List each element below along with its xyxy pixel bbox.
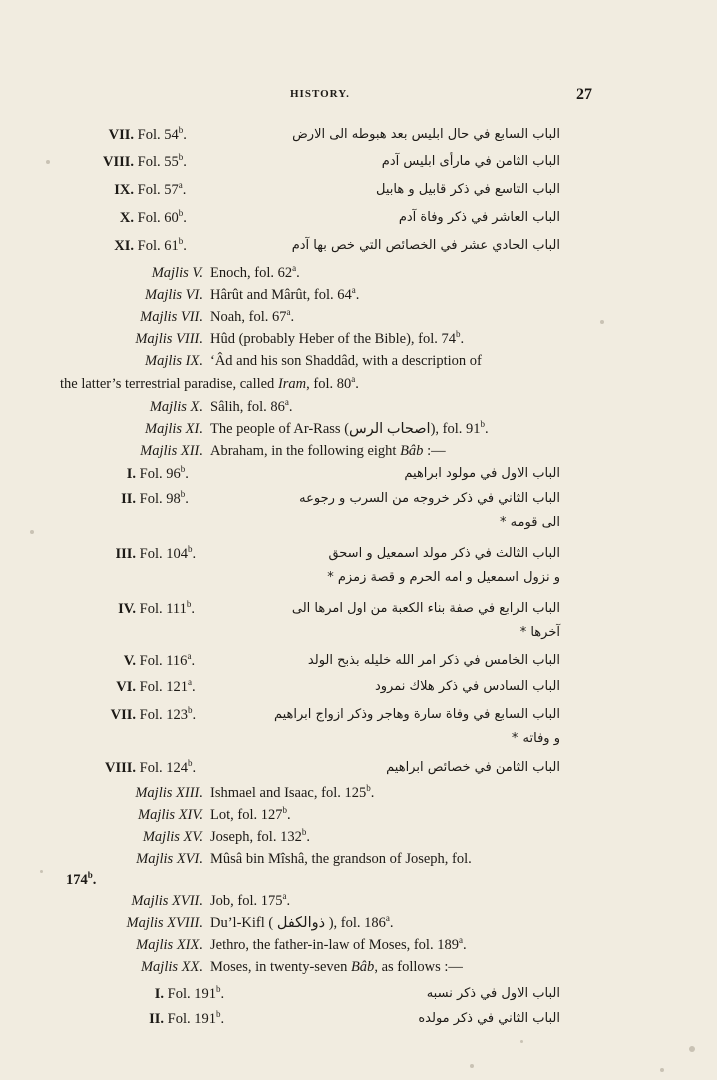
bab-number: IX. <box>114 182 134 198</box>
superscript: b <box>178 152 184 163</box>
majlis-tail: . <box>370 785 375 801</box>
bab-number: I. <box>126 466 136 482</box>
majlis-description <box>210 784 374 802</box>
majlis-description <box>210 264 300 282</box>
superscript: a <box>187 651 192 662</box>
paper-speck <box>600 320 604 324</box>
bab-number: VII. <box>110 707 136 723</box>
majlis-description <box>210 420 489 438</box>
majlis-text: ‘Âd and his son Shaddâd, with a description of <box>210 353 482 369</box>
bab-number: IV. <box>118 601 136 617</box>
page-number: 27 <box>576 86 592 103</box>
majlis-label: Majlis XX. <box>140 959 203 975</box>
folio-ref: Fol. 61 <box>134 238 179 254</box>
superscript: b <box>180 489 186 500</box>
arabic-chapter-title: الباب الاول في ذكر نسبه <box>426 986 560 1001</box>
folio-suffix: . <box>183 127 187 143</box>
arabic-chapter-title: الباب الحادي عشر في الخصائص التي خص بها آدم <box>291 238 560 253</box>
folio-suffix: . <box>191 601 196 617</box>
majlis-label: Majlis XVII. <box>131 893 203 909</box>
majlis-tail: . <box>462 937 467 953</box>
majlis-text: Ishmael and Isaac, fol. 125 <box>210 785 367 801</box>
majlis-tail: . <box>286 893 291 909</box>
majlis-label: Majlis IX. <box>145 353 203 369</box>
folio-ref: Fol. 123 <box>136 707 188 723</box>
folio-ref: Fol. 191 <box>164 1011 216 1027</box>
bab-entry <box>102 759 196 777</box>
majlis-description <box>210 828 310 846</box>
folio-ref: Fol. 104 <box>136 546 188 562</box>
superscript: a <box>187 677 192 688</box>
superscript: b <box>282 805 287 816</box>
bab-number: V. <box>123 653 136 669</box>
majlis-description <box>210 398 293 416</box>
superscript: b <box>87 870 93 881</box>
folio-suffix: . <box>185 491 189 507</box>
superscript: b <box>178 236 184 247</box>
superscript: a <box>351 285 356 296</box>
bab-number: II. <box>121 491 136 507</box>
folio-suffix: . <box>220 1011 225 1027</box>
arabic-chapter-title: الباب الثاني في ذكر مولده <box>418 1011 560 1026</box>
bab-entry <box>102 600 195 618</box>
folio-ref: Fol. 121 <box>136 679 188 695</box>
folio-ref: Fol. 98 <box>136 491 181 507</box>
bab-number: XI. <box>114 238 134 254</box>
majlis-label: Majlis VII. <box>140 309 203 325</box>
superscript: a <box>458 935 463 946</box>
paper-speck <box>46 160 50 164</box>
paper-speck <box>470 1064 474 1068</box>
paper-speck <box>40 870 43 873</box>
bab-entry <box>130 1010 224 1028</box>
folio-suffix: . <box>192 707 197 723</box>
majlis-italic: Bâb <box>350 959 375 975</box>
continuation-fol: , fol. 80 <box>306 376 352 392</box>
arabic-chapter-title-cont: و وفاته * <box>511 731 560 746</box>
folio-suffix: . <box>192 760 197 776</box>
bab-number: II. <box>149 1011 164 1027</box>
superscript: b <box>186 599 192 610</box>
majlis-label: Majlis XV. <box>142 829 203 845</box>
majlis-text: Hûd (probably Heber of the Bible), fol. 74 <box>210 331 457 347</box>
bab-entry <box>100 209 187 227</box>
folio-ref: Fol. 60 <box>134 210 179 226</box>
folio-ref: Fol. 57 <box>134 182 179 198</box>
folio-ref: Fol. 124 <box>136 760 188 776</box>
arabic-chapter-title: الباب الثامن في مارأى ابليس آدم <box>381 154 560 169</box>
folio-suffix: . <box>191 679 196 695</box>
majlis-tail: . <box>355 287 360 303</box>
majlis-text: Lot, fol. 127 <box>210 807 283 823</box>
bab-entry <box>102 706 196 724</box>
majlis-tail: . <box>296 265 300 281</box>
continuation-tail: . <box>355 376 359 392</box>
majlis-ix-continuation <box>60 375 359 393</box>
majlis-label: Majlis XII. <box>140 443 203 459</box>
bab-entry <box>102 678 196 696</box>
majlis-description <box>210 286 359 304</box>
paper-speck <box>30 530 34 534</box>
paper-speck <box>689 1046 695 1052</box>
arabic-chapter-title: الباب الثالث في ذكر مولد اسمعيل و اسحق <box>328 546 560 561</box>
bab-entry <box>100 181 186 199</box>
majlis-text: Joseph, fol. 132 <box>210 829 302 845</box>
bab-entry <box>100 153 187 171</box>
majlis-description <box>210 806 291 824</box>
majlis-description <box>210 914 394 932</box>
bab-number: I. <box>154 986 164 1002</box>
majlis-text: Job, fol. 175 <box>210 893 283 909</box>
folio-suffix: . <box>192 546 197 562</box>
bab-entry <box>102 490 189 508</box>
paper-speck <box>660 1068 664 1072</box>
majlis-description <box>210 330 464 348</box>
arabic-chapter-title: الباب السابع في حال ابليس بعد هبوطه الى الارض <box>292 127 560 142</box>
arabic-chapter-title: الباب الخامس في ذكر امر الله خليله بذبح الولد <box>307 653 560 668</box>
superscript: b <box>187 758 193 769</box>
majlis-tail: . <box>290 309 295 325</box>
superscript: a <box>178 180 183 191</box>
superscript: b <box>180 464 186 475</box>
folio-ref: Fol. 55 <box>134 154 179 170</box>
bab-number: VIII. <box>104 760 136 776</box>
arabic-chapter-title: الباب العاشر في ذكر وفاة آدم <box>398 210 560 225</box>
bab-entry <box>100 126 187 144</box>
bab-number: VI. <box>116 679 136 695</box>
superscript: a <box>385 913 390 924</box>
majlis-xvi-continuation <box>66 871 96 889</box>
majlis-label: Majlis XVI. <box>136 851 203 867</box>
arabic-chapter-title: الباب السادس في ذكر هلاك نمرود <box>374 679 560 694</box>
majlis-description <box>210 308 294 326</box>
bab-entry <box>100 237 187 255</box>
superscript: a <box>282 891 287 902</box>
folio-suffix: . <box>191 653 196 669</box>
running-header: HISTORY. <box>290 88 350 100</box>
majlis-text: Enoch, fol. 62 <box>210 265 293 281</box>
arabic-chapter-title-cont: آخرها * <box>519 625 560 640</box>
majlis-label: Majlis XIV. <box>138 807 203 823</box>
majlis-description <box>210 892 290 910</box>
arabic-chapter-title: الباب التاسع في ذكر قابيل و هابيل <box>376 182 560 197</box>
majlis-description <box>210 442 446 460</box>
majlis-tail: . <box>389 915 394 931</box>
bab-number: X. <box>119 210 134 226</box>
majlis-tail: . <box>288 399 293 415</box>
paper-speck <box>520 1040 523 1043</box>
arabic-chapter-title-cont: الى قومه * <box>499 515 560 530</box>
majlis-description <box>210 936 467 954</box>
bab-entry <box>102 545 196 563</box>
majlis-tail: . <box>287 807 291 823</box>
majlis-text: Mûsâ bin Mîshâ, the grandson of Joseph, fol. <box>210 851 472 867</box>
superscript: b <box>178 125 184 136</box>
superscript: b <box>187 544 193 555</box>
arabic-chapter-title: الباب الاول في مولود ابراهيم <box>404 466 560 481</box>
arabic-chapter-title-cont: و نزول اسمعيل و امه الحرم و قصة زمزم * <box>327 570 560 585</box>
majlis-label: Majlis VI. <box>145 287 203 303</box>
majlis-text: Abraham, in the following eight <box>210 443 401 459</box>
majlis-description <box>210 850 472 868</box>
majlis-label: Majlis XI. <box>145 421 203 437</box>
continuation-text: 174 <box>66 872 88 888</box>
folio-suffix: . <box>183 154 187 170</box>
superscript: b <box>215 984 221 995</box>
folio-ref: Fol. 54 <box>134 127 179 143</box>
folio-ref: Fol. 111 <box>136 601 187 617</box>
superscript: a <box>292 263 297 274</box>
majlis-text: Moses, in twenty-seven <box>210 959 351 975</box>
folio-suffix: . <box>183 238 187 254</box>
folio-ref: Fol. 96 <box>136 466 181 482</box>
majlis-label: Majlis VIII. <box>135 331 203 347</box>
superscript: b <box>456 329 461 340</box>
majlis-text: Sâlih, fol. 86 <box>210 399 285 415</box>
arabic-chapter-title: الباب الثاني في ذكر خروجه من السرب و رجوعه <box>299 491 560 506</box>
place-name: Iram <box>277 376 307 392</box>
bab-number: VII. <box>108 127 134 143</box>
majlis-text: Noah, fol. 67 <box>210 309 287 325</box>
majlis-text: Du’l-Kifl ( ذوالكفل ), fol. 186 <box>210 915 386 931</box>
bab-entry <box>102 465 189 483</box>
bab-number: III. <box>115 546 136 562</box>
superscript: b <box>301 827 307 838</box>
majlis-label: Majlis XIX. <box>136 937 203 953</box>
majlis-description <box>210 352 482 370</box>
majlis-text: Hârût and Mârût, fol. 64 <box>210 287 352 303</box>
majlis-label: Majlis V. <box>151 265 203 281</box>
majlis-tail: . <box>460 331 465 347</box>
superscript: b <box>178 208 184 219</box>
majlis-text: Jethro, the father-in-law of Moses, fol. 189 <box>210 937 459 953</box>
folio-suffix: . <box>220 986 225 1002</box>
majlis-description <box>210 958 463 976</box>
majlis-italic: Bâb <box>400 443 424 459</box>
continuation-text: the latter’s terrestrial paradise, called <box>60 376 278 392</box>
majlis-label: Majlis XIII. <box>135 785 203 801</box>
folio-suffix: . <box>182 182 187 198</box>
bab-entry <box>130 985 224 1003</box>
majlis-tail: . <box>306 829 310 845</box>
majlis-tail: . <box>485 421 489 437</box>
majlis-tail: :— <box>423 443 446 459</box>
superscript: b <box>187 705 193 716</box>
majlis-label: Majlis X. <box>149 399 203 415</box>
superscript: a <box>284 397 289 408</box>
superscript: a <box>286 307 291 318</box>
folio-suffix: . <box>183 210 187 226</box>
bab-number: VIII. <box>102 154 134 170</box>
majlis-label: Majlis XVIII. <box>126 915 203 931</box>
superscript: b <box>480 419 486 430</box>
folio-ref: Fol. 116 <box>136 653 188 669</box>
majlis-tail: , as follows :— <box>374 959 463 975</box>
folio-ref: Fol. 191 <box>164 986 216 1002</box>
arabic-chapter-title: الباب السابع في وفاة سارة وهاجر وذكر ازواج ابراهيم <box>273 707 560 722</box>
bab-entry <box>102 652 195 670</box>
arabic-chapter-title: الباب الرابع في صفة بناء الكعبة من اول امرها الى <box>291 601 560 616</box>
folio-suffix: . <box>185 466 189 482</box>
superscript: b <box>366 783 371 794</box>
superscript: b <box>215 1009 221 1020</box>
arabic-chapter-title: الباب الثامن في خصائص ابراهيم <box>386 760 560 775</box>
majlis-text: The people of Ar-Rass (اصحاب الرس), fol. 91 <box>210 421 481 437</box>
continuation-tail: . <box>92 872 97 888</box>
superscript: a <box>351 374 356 385</box>
